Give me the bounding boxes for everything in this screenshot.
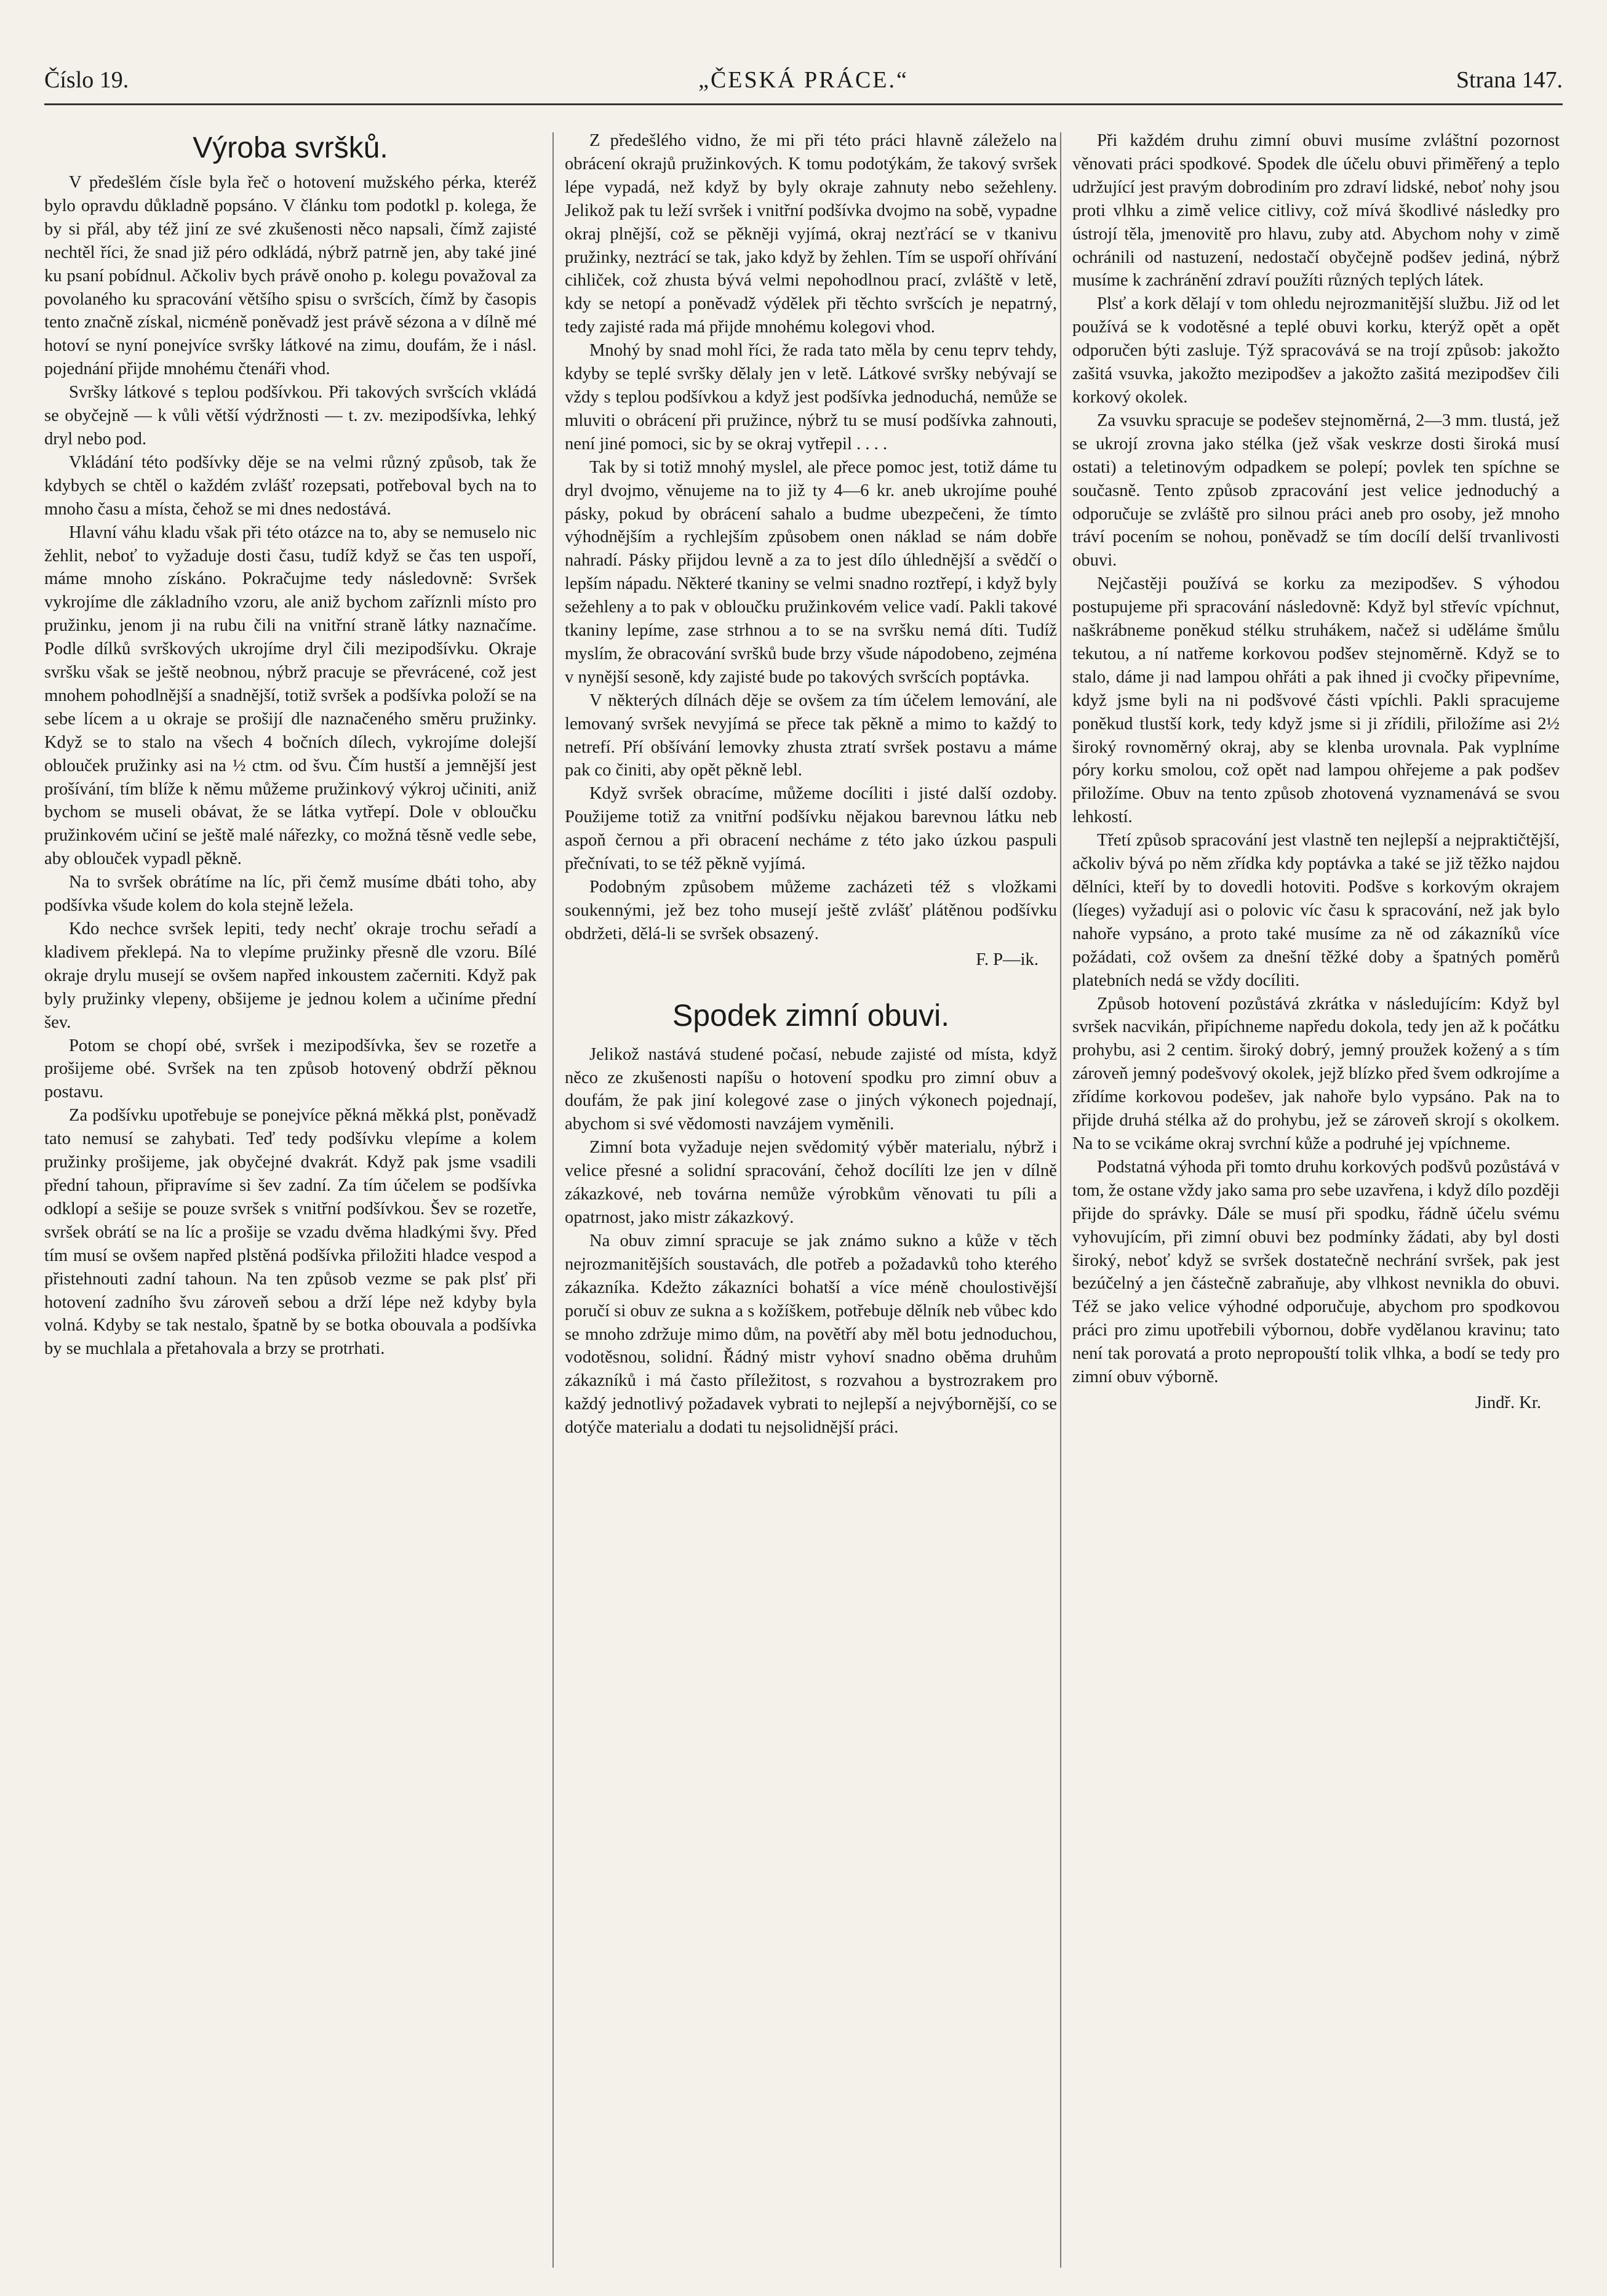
paragraph: Kdo nechce svršek lepiti, tedy nechť okraje trochu seřadí a kladivem překlepá. Na to vlepíme pružinky přesně dle vzoru. Bílé okraje drylu musejí se ovšem napřed inkoustem začerniti. Když pak byly pružinky vlepeny, obšijeme je jednou kolem a učiníme přední šev. <box>44 919 536 1032</box>
paragraph: Na to svršek obrátíme na líc, při čemž musíme dbáti toho, aby podšívka všude kolem do kola stejně ležela. <box>44 873 536 916</box>
paragraph: V některých dílnách děje se ovšem za tím účelem lemování, ale lemovaný svršek nevyjímá se přece tak pěkně a mimo to každý to netrefí. Pří obšívání lemovky zhusta ztratí svršek postavu a máme pak co činiti, aby opět pěkně lebl. <box>565 690 1057 780</box>
paragraph: Způsob hotovení pozůstává zkrátka v následujícím: Když byl svršek nacvikán, připíchneme napředu dokola, tedy jen až k počátku prohybu, asi 2 centim. široký dobrý, jemný proužek kožený a s tím zároveň jemný podešvový okolek, jejž blízko před švem odkrojíme a zřídíme korkovou podešev, jak nahoře bylo vypsáno. Pak na to přijde druhá stélka až do prohybu, jež se zároveň skrojí s okolkem. Na to se vcikáme okraj svrchní kůže a podruhé jej vpíchneme. <box>1072 994 1560 1153</box>
paragraph: Na obuv zimní spracuje se jak známo sukno a kůže v těch nejrozmanitějších soustavách, dle potřeb a požadavků toho kterého zákazníka. Kdežto zákazníci bohatší a více méně choulostivější poručí si obuv ze sukna a s kožíškem, potřebuje dělník neb vůbec kdo se mnoho zdržuje mimo dům, na povětří aby měl botu jednoduchou, vodotěsnou, solidní. Řádný mistr vyhoví snadno oběma druhům zákazníků i má často příležitost, s rozvahou a bystrozrakem pro každý jednotlivý požadavek vybrati to nejlepší a nejvýbornější, co se dotýče materialu a dodati tu nejsolidnější práci. <box>565 1231 1057 1438</box>
paragraph: Vkládání této podšívky děje se na velmi různý způsob, tak že kdybych se chtěl o každém zvlášť rozepsati, potřeboval bych na to mnoho času a místa, čehož se mi dnes nedostává. <box>44 452 536 519</box>
paragraph: Potom se chopí obé, svršek i mezipodšívka, šev se rozetře a prošijeme obé. Svršek na ten způsob hotovený obdrží pěknou postavu. <box>44 1036 536 1102</box>
page-number: Strana 147. <box>1456 67 1563 93</box>
paragraph: Svršky látkové s teplou podšívkou. Při takových svršcích vkládá se obyčejně — k vůli větší výdržnosti — t. zv. mezipodšívka, lehký dryl nebo pod. <box>44 383 536 449</box>
paragraph: Mnohý by snad mohl říci, že rada tato měla by cenu teprv tehdy, kdyby se teplé svršky dělaly jen v letě. Látkové svršky nebývají se vždy s teplou podšívkou a když jest podšívka jednoduchá, nemůže se mluviti o obrácení při pružince, nýbrž tu se musí podšívka zahnouti, není jiné pomoci, sic by se okraj vytřepil . . . . <box>565 341 1057 454</box>
paragraph: V předešlém čísle byla řeč o hotovení mužského pérka, kteréž bylo opravdu důkladně popsáno. V článku tom podotkl p. kolega, že by si přál, aby též jiní ze své zkušenosti něco napsali, čímž zajisté nechtěl říci, že snad již péro odkládá, nýbrž patrně jen, aby také jiné ku psaní pobídnul. Ačkoliv bych právě onoho p. kolegu považoval za povolaného ku spracování většího spisu o svršcích, čímž by časopis tento značně získal, nicméně poněvadž jest právě sézona a v dílně mé hotoví se nyní ponejvíce svršky látkové na zimu, doufám, že i násl. pojednání přijde mnohému čtenáři vhod. <box>44 173 536 379</box>
paragraph: Za vsuvku spracuje se podešev stejnoměrná, 2—3 mm. tlustá, jež se ukrojí zrovna jako stélka (jež však veskrze dosti široká musí ostati) a teletinovým odpadkem se polepí; povlek ten spíchne se současně. Tento způsob zpracování jest velice jednoduchý a odporučuje se zvláště pro silnou práci aneb pro osoby, jež mnoho tráví pocením se nohou, poněvadž se tím docílí delší trvanlivosti obuvi. <box>1072 410 1560 570</box>
author-signature: F. P—ik. <box>976 950 1039 969</box>
paragraph: Nejčastěji používá se korku za mezipodšev. S výhodou postupujeme při spracování následovně: Když byl střevíc vpíchnut, naškrábneme poněkud stélku struhákem, načež si uděláme šmůlu tekutou, a ní natřeme korkovou podšev stejnoměrně. Když se to stalo, dáme ji nad lampou ohřáti a pak ihned ji cvočky připevníme, když jsme byli na ni podšvové části vpíchli. Pakli spracujeme poněkud tlustší kork, tedy když jsme si ji zřídili, přiložíme asi 2½ široký rovnoměrný okraj, aby se klenba urovnala. Pak vyplníme póry korku smolou, což opět nad lampou ohřejeme a pak podšev přiložíme. Obuv na tento způsob zhotovená vyznamenává se svou lehkostí. <box>1072 574 1560 827</box>
article-title-spodek-zimni-obuvi: Spodek zimní obuvi. <box>672 998 950 1033</box>
paragraph: Zimní bota vyžaduje nejen svědomitý výběr materialu, nýbrž i velice přesné a solidní spracování, čehož docílíti lze jen v dílně zákazkové, neb továrna nemůže výrobkům věnovati tu píli a opatrnost, jako mistr zákazkový. <box>565 1138 1057 1227</box>
paragraph: Hlavní váhu kladu však při této otázce na to, aby se nemuselo nic žehlit, neboť to vyžaduje dosti času, tudíž když se čas ten uspoří, máme mnoho získáno. Pokračujme tedy následovně: Svršek vykrojíme dle základního vzoru, ale aniž bychom zaříznli místo pro pružinku, jenom ji na rubu čili na vnitřní straně látky naznačíme. Podle dílků svrškových ukrojíme dryl čili mezipodšívku. Okraje svršku však se ještě neobnou, nýbrž pracuje se převrácené, což jest mnohem pohodlnější a snadnější, totiž svršek a podšívka položí se na sebe lícem a u okraje se prošijí dle naznačeného směru pružinky. Když se to stalo na všech 4 bočních dílech, vykrojíme dolejší oblouček pružinky asi na ½ ctm. od švu. Čím hustší a jemnější jest prošívání, tím blíže k němu můžeme pružinkový výkroj učiniti, aniž bychom se museli obávat, že se látka vytřepí. Dole v obloučku pružinkovém učiní se ještě malé nářezky, co možná těsně vedle sebe, aby oblouček vypadl pěkně. <box>44 522 536 869</box>
article-title-vyroba-svrsku: Výroba svršků. <box>193 132 388 164</box>
paragraph: Třetí způsob spracování jest vlastně ten nejlepší a nejpraktičtější, ačkoliv bývá po něm zřídka kdy poptávka a také se již těžko najdou dělníci, kteří by to dovedli hotoviti. Podšve s korkovým okrajem (líeges) vyžadují asi o polovic víc času k spracování, než jak bylo nahoře vypsáno, a proto také musíme za ně od zákazníků více požádati, což ovšem za dnešní těžké doby a špatných poměrů platebních nedá se vždy docíliti. <box>1072 831 1560 990</box>
paragraph: Tak by si totiž mnohý myslel, ale přece pomoc jest, totiž dáme tu dryl dvojmo, věnujeme na to již ty 4—6 kr. aneb ukrojíme pouhé pásky, pokud by obrácení sahalo a budme ubezpečeni, že tímto výhodnějším a rychlejším způsobem onen náklad se nám dobře nahradí. Pásky přijdou levně a za to jest dílo úhlednější a svědčí o lepším nápadu. Některé tkaniny se velmi snadno roztřepí, i když byly sežehleny a to pak v obloučku pružinkovém velice vadí. Pakli takové tkaniny lepíme, zase strhnou a to se na svršku nemá díti. Tudíž myslím, že obracování svršků bude brzy všude nápodobeno, zejména v nynější sesoně, kdy zajisté bude po takových svršcích poptávka. <box>565 457 1057 687</box>
paragraph: Z předešlého vidno, že mi při této práci hlavně záleželo na obrácení okrajů pružinkových. K tomu podotýkám, že takový svršek lépe vypadá, než když by byly okraje zahnuty nebo sežehleny. Jelikož pak tu leží svršek i vnitřní podšívka dvojmo na sobě, vypadne okraj plnější, což se pěkněji vyjímá, okraj nezťrácí se v tkanivu pružinky, neztrácí se tak, jako když by žehlen. Tím se uspoří ohřívání cihliček, což zhusta bývá velmi nepohodlnou prací, zvláště v letě, kdy se netopí a poněvadž výdělek při těchto svršcích je nepatrný, tedy zajisté rada má přijde mnohému kolegovi vhod. <box>565 131 1057 337</box>
paragraph: Plsť a kork dělají v tom ohledu nejrozmanitější službu. Již od let používá se k vodotěsné a teplé obuvi korku, kterýž opět a opět odporučen býti zasluje. Týž spracovává se na trojí způsob: jakožto zašitá vsuvka, jakožto mezipodšev a jakožto zašitá mezipodšev čili korkový okolek. <box>1072 294 1560 407</box>
paragraph: Podobným způsobem můžeme zacházeti též s vložkami soukennými, jež bez toho musejí ještě zvlášť plátěnou podšívku obdržeti, dělá-li se svršek obsazený. <box>565 878 1057 943</box>
paragraph: Při každém druhu zimní obuvi musíme zvláštní pozornost věnovati práci spodkové. Spodek dle účelu obuvi přiměřený a teplo udržující jest pravým dobrodiním pro zdraví lidské, neboť nohy jsou proti vlhku a zimě velice citlivy, což mívá škodlivé následky pro ústrojí těla, jmenovitě pro hlavu, zuby atd. Abychom nohy v zimě ochránili od nastuzení, nedostačí obyčejně podšev jediná, nýbrž musíme k zachránění zdraví použíti různých teplých látek. <box>1072 131 1560 290</box>
column-divider-left <box>552 132 554 2268</box>
issue-number: Číslo 19. <box>44 67 129 93</box>
column-2 <box>565 129 1057 2277</box>
author-signature: Jindř. Kr. <box>1475 1393 1541 1412</box>
column-3 <box>1072 129 1560 2277</box>
paragraph: Jelikož nastává studené počasí, nebude zajisté od místa, když něco ze zkušenosti napíšu o hotovení spodku pro zimní obuv a doufám, že pak jiní kolegové zase o jiných výkonech pojednají, abychom si své vědomosti navzájem vyměnili. <box>565 1044 1057 1134</box>
masthead-title: „ČESKÁ PRÁCE.“ <box>698 67 909 93</box>
column-divider-right <box>1060 132 1061 2268</box>
paragraph: Za podšívku upotřebuje se ponejvíce pěkná měkká plst, poněvadž tato nemusí se zahybati. Teď tedy podšívku vlepíme a kolem pružinky prošijeme, jak obyčejné dvakrát. Když pak jsme vsadili přední tahoun, připravíme si šev zadní. Za tím účelem se podšívka odklopí a sešije se pouze svršek s vnitřní podšívkou. Šev se rozetře, svršek obrátí se na líc a prošije se vzadu dvěma hladkými švy. Před tím musí se ovšem napřed plstěná podšívka přiložiti hladce vespod a přistehnouti zadní tahoun. Na ten způsob vezme se pak plsť při hotovení zadního švu zároveň sebou a drží lépe než kdyby byla volná. Kdyby se tak nestalo, špatně by se botka obouvala a podšívka by se muchlala a přetahovala a brzy se protrhati. <box>44 1106 536 1359</box>
paragraph: Když svršek obracíme, můžeme docíliti i jisté další ozdoby. Použijeme totiž za vnitřní podšívku nějakou barevnou látku neb aspoň černou a při obracení necháme z této jako úzkou paspuli přečnívati, to se též pěkně vyjímá. <box>565 784 1057 874</box>
paragraph: Podstatná výhoda při tomto druhu korkových podšvů pozůstává v tom, že ostane vždy jako sama pro sebe uzavřena, i když dílo později přijde do správky. Dále se musí při spodku, řádně účelu svému vyhovujícím, při zimní obuvi bez podmínky žádati, aby byl dosti široký, neboť když se svršek dostatečně nechrání svršek, pak jest bezúčelný a jen částečně zabraňuje, aby vlhkost nevnikla do obuvi. Též se jako velice výhodné odporučuje, abychom pro spodkovou práci pro zimu upotřebili výbornou, dobře vydělanou kravinu; tato není tak porovatá a proto nepropouští tolik vlhka, a bodí se tedy pro zimní obuv výborně. <box>1072 1157 1560 1387</box>
column-1 <box>44 129 536 2277</box>
page-header <box>44 66 1563 105</box>
